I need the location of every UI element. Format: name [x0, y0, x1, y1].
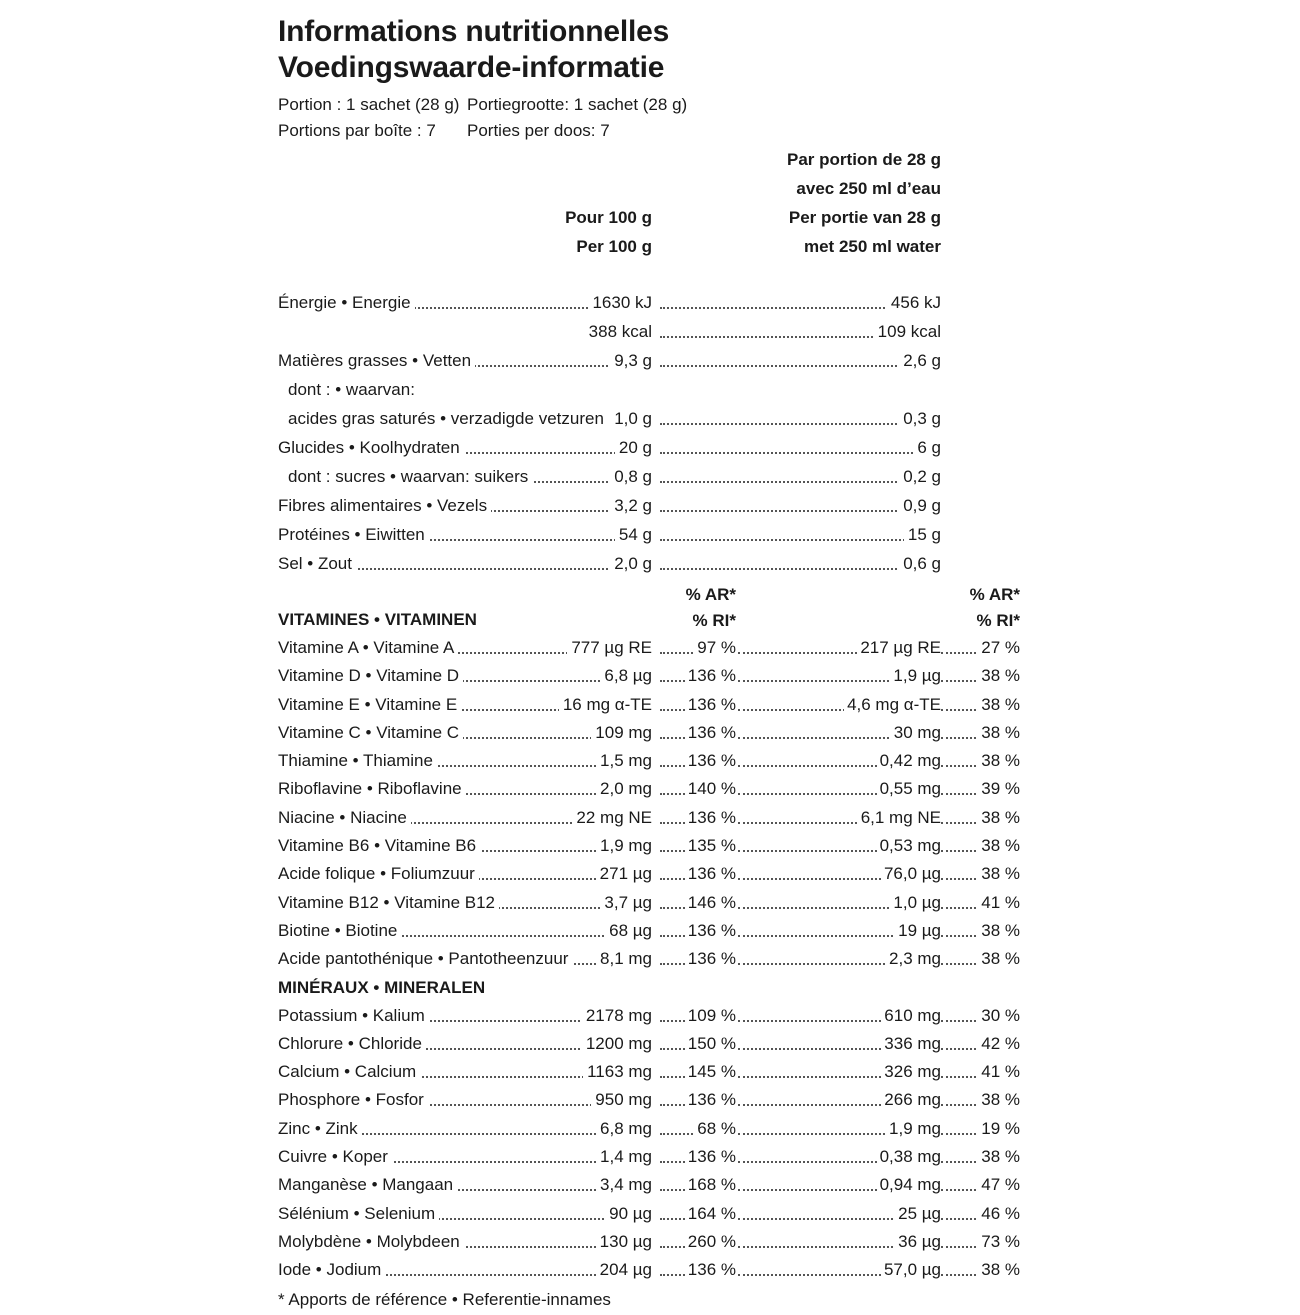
percent-per-portion	[941, 747, 1020, 775]
table-row	[278, 1115, 1038, 1143]
table-row	[278, 634, 1038, 662]
value-per-100g-text: 68 µg	[605, 921, 652, 940]
percent-per-100g	[660, 747, 736, 775]
value-per-100g-text: 1200 mg	[582, 1034, 652, 1053]
value-per-portion	[660, 346, 941, 375]
percent-per-100g-text: 135 %	[685, 836, 736, 855]
nutrient-name: Vitamine A • Vitamine A	[278, 638, 458, 657]
nutrient-name: Fibres alimentaires • Vezels	[278, 496, 491, 515]
percent-per-100g	[660, 1030, 736, 1058]
value-per-portion-text: 0,9 g	[899, 496, 941, 515]
ar-header-per100	[660, 582, 736, 634]
portion-info	[278, 92, 1038, 144]
value-per-portion	[736, 634, 941, 662]
value-per-portion	[660, 462, 941, 491]
percent-per-100g	[660, 804, 736, 832]
value-per-100g-text: 130 µg	[596, 1232, 652, 1251]
value-per-100g-text: 54 g	[615, 525, 652, 544]
percent-per-100g-text: 109 %	[685, 1006, 736, 1025]
value-per-portion	[736, 804, 941, 832]
value-per-portion	[736, 1200, 941, 1228]
header-portion-nl-1: Per portie van 28 g	[788, 208, 941, 227]
value-per-100g-text: 1,9 mg	[596, 836, 652, 855]
portion-size-fr: Portion : 1 sachet (28 g)	[278, 95, 460, 114]
value-per-portion	[736, 1256, 941, 1284]
percent-per-100g-text: 136 %	[685, 949, 736, 968]
value-per-100g-text: 388 kcal	[585, 322, 652, 341]
nutrient-name: Niacine • Niacine	[278, 808, 411, 827]
percent-per-100g-text: 136 %	[685, 808, 736, 827]
nutrient-name: Sélénium • Selenium	[278, 1204, 439, 1223]
percent-per-portion-text: 47 %	[978, 1175, 1020, 1194]
table-row	[278, 860, 1038, 888]
nutrient-name: Vitamine D • Vitamine D	[278, 666, 463, 685]
percent-per-portion-text: 38 %	[978, 1090, 1020, 1109]
value-per-100g-text: 109 mg	[591, 723, 652, 742]
ar-header-portion	[938, 582, 1020, 634]
percent-per-portion	[941, 691, 1020, 719]
percent-per-portion-text: 39 %	[978, 779, 1020, 798]
percent-per-100g	[660, 832, 736, 860]
value-per-100g-text: 950 mg	[591, 1090, 652, 1109]
header-per-portion	[641, 145, 941, 261]
nutrient-table	[278, 288, 1038, 578]
nutrition-label	[278, 14, 1038, 1315]
value-per-portion	[660, 404, 941, 433]
percent-per-portion	[941, 1086, 1020, 1114]
header-per100-fr: Pour 100 g	[565, 208, 652, 227]
percent-per-100g	[660, 1002, 736, 1030]
value-per-portion-text: 57,0 µg	[881, 1260, 941, 1279]
value-per-100g-text: 1,4 mg	[596, 1147, 652, 1166]
nutrient-name: Phosphore • Fosfor	[278, 1090, 428, 1109]
nutrient-name: Acide pantothénique • Pantotheenzuur	[278, 949, 572, 968]
percent-per-portion	[941, 1256, 1020, 1284]
value-per-100g-text: 20 g	[615, 438, 652, 457]
nutrient-name: Cuivre • Koper	[278, 1147, 392, 1166]
portion-leader	[660, 520, 941, 549]
table-row	[278, 404, 1038, 433]
vitamins-title: VITAMINES • VITAMINEN	[278, 610, 477, 629]
nutrient-name: Protéines • Eiwitten	[278, 525, 429, 544]
percent-per-100g	[660, 1058, 736, 1086]
value-per-100g-text: 1,5 mg	[596, 751, 652, 770]
value-per-100g-text: 22 mg NE	[572, 808, 652, 827]
footnote: * Apports de référence • Referentie-innames	[278, 1289, 611, 1309]
vitamins-header	[278, 578, 1038, 634]
value-per-portion	[736, 691, 941, 719]
percent-per-portion	[941, 1143, 1020, 1171]
table-row	[278, 1143, 1038, 1171]
percent-per-100g	[660, 775, 736, 803]
percent-per-100g-text: 136 %	[685, 751, 736, 770]
value-per-portion-text: 6,1 mg NE	[858, 808, 941, 827]
table-row	[278, 747, 1038, 775]
header-portion-fr-1: Par portion de 28 g	[787, 150, 941, 169]
ri-label: % RI*	[692, 611, 736, 630]
nutrient-name: Glucides • Koolhydraten	[278, 438, 464, 457]
nutrient-name: Calcium • Calcium	[278, 1062, 420, 1081]
percent-per-100g-text: 260 %	[685, 1232, 736, 1251]
value-per-100g-text: 2,0 g	[610, 554, 652, 573]
percent-per-portion	[941, 1171, 1020, 1199]
percent-per-100g-text: 145 %	[685, 1062, 736, 1081]
value-per-portion	[736, 1030, 941, 1058]
nutrient-name: acides gras saturés • verzadigde vetzuren	[278, 409, 608, 428]
value-per-portion-text: 1,9 µg	[890, 666, 941, 685]
value-per-portion-text: 456 kJ	[887, 293, 941, 312]
value-per-portion-text: 1,0 µg	[890, 893, 941, 912]
table-row	[278, 346, 1038, 375]
percent-per-100g	[660, 1115, 736, 1143]
value-per-portion	[736, 775, 941, 803]
percent-per-100g-text: 136 %	[685, 666, 736, 685]
percent-per-100g-text: 68 %	[694, 1119, 736, 1138]
value-per-portion-text: 266 mg	[881, 1090, 941, 1109]
nutrient-name: Iode • Jodium	[278, 1260, 385, 1279]
value-per-portion-text: 2,6 g	[899, 351, 941, 370]
nutrient-name: Acide folique • Foliumzuur	[278, 864, 479, 883]
nutrient-name: Biotine • Biotine	[278, 921, 401, 940]
portion-size-nl: Portiegrootte: 1 sachet (28 g)	[467, 95, 688, 114]
value-per-portion	[660, 491, 941, 520]
table-row	[278, 433, 1038, 462]
percent-per-100g-text: 136 %	[685, 723, 736, 742]
column-headers	[278, 150, 1038, 288]
value-per-portion	[736, 1058, 941, 1086]
percent-per-portion-text: 30 %	[978, 1006, 1020, 1025]
value-per-portion-text: 36 µg	[895, 1232, 941, 1251]
table-row	[278, 945, 1038, 973]
percent-per-100g-text: 146 %	[685, 893, 736, 912]
percent-per-portion-text: 38 %	[978, 1147, 1020, 1166]
value-per-100g-text: 2178 mg	[582, 1006, 652, 1025]
percent-per-portion	[941, 1115, 1020, 1143]
percent-per-100g-text: 164 %	[685, 1204, 736, 1223]
nutrient-name: Molybdène • Molybdeen	[278, 1232, 464, 1251]
value-per-portion-text: 25 µg	[895, 1204, 941, 1223]
percent-per-100g-text: 150 %	[685, 1034, 736, 1053]
value-per-100g-text: 3,2 g	[610, 496, 652, 515]
percent-per-portion	[941, 832, 1020, 860]
percent-per-100g-text: 140 %	[685, 779, 736, 798]
table-row	[278, 719, 1038, 747]
table-row	[278, 375, 1038, 404]
percent-per-portion-text: 38 %	[978, 666, 1020, 685]
value-per-portion	[660, 549, 941, 578]
percent-per-100g-text: 136 %	[685, 921, 736, 940]
nutrient-name: Sel • Zout	[278, 554, 356, 573]
value-per-100g-text: 6,8 µg	[600, 666, 652, 685]
value-per-portion-text: 109 kcal	[874, 322, 941, 341]
value-per-portion	[736, 832, 941, 860]
percent-per-portion	[941, 1030, 1020, 1058]
value-per-portion-text: 30 mg	[891, 723, 941, 742]
table-row	[278, 804, 1038, 832]
table-row	[278, 462, 1038, 491]
value-per-portion-text: 336 mg	[881, 1034, 941, 1053]
value-per-portion	[736, 1171, 941, 1199]
header-portion-fr-2: avec 250 ml d’eau	[796, 179, 941, 198]
nutrient-name: Matières grasses • Vetten	[278, 351, 475, 370]
nutrient-name: Riboflavine • Riboflavine	[278, 779, 466, 798]
value-per-portion-text: 0,53 mg	[877, 836, 941, 855]
value-per-portion-text: 1,9 mg	[886, 1119, 941, 1138]
nutrient-name: dont : sucres • waarvan: suikers	[278, 467, 532, 486]
percent-per-100g	[660, 691, 736, 719]
percent-per-portion-text: 38 %	[978, 864, 1020, 883]
nutrient-name: Potassium • Kalium	[278, 1006, 429, 1025]
value-per-portion-text: 0,38 mg	[877, 1147, 941, 1166]
percent-per-100g-text: 136 %	[685, 695, 736, 714]
vitamin-table	[278, 634, 1038, 974]
table-row	[278, 491, 1038, 520]
percent-per-100g-text: 136 %	[685, 1147, 736, 1166]
value-per-portion-text: 4,6 mg α-TE	[844, 695, 941, 714]
percent-per-portion-text: 27 %	[978, 638, 1020, 657]
value-per-100g-text: 8,1 mg	[596, 949, 652, 968]
value-per-portion	[736, 917, 941, 945]
table-row	[278, 775, 1038, 803]
portion-count-fr: Portions par boîte : 7	[278, 121, 436, 140]
nutrient-name: Thiamine • Thiamine	[278, 751, 437, 770]
nutrient-name: dont : • waarvan:	[288, 380, 415, 399]
table-row	[278, 1171, 1038, 1199]
percent-per-100g	[660, 889, 736, 917]
table-row	[278, 288, 1038, 317]
percent-per-100g	[660, 1200, 736, 1228]
value-per-100g-text: 1163 mg	[583, 1062, 652, 1081]
value-per-portion	[736, 1086, 941, 1114]
nutrient-name: Vitamine E • Vitamine E	[278, 695, 461, 714]
percent-per-100g	[660, 1171, 736, 1199]
percent-per-100g-text: 136 %	[685, 864, 736, 883]
portion-size-line	[278, 92, 1038, 118]
value-per-portion-text: 19 µg	[895, 921, 941, 940]
value-per-100g-text: 16 mg α-TE	[559, 695, 652, 714]
value-per-portion-text: 0,3 g	[899, 409, 941, 428]
value-per-portion-text: 6 g	[913, 438, 941, 457]
percent-per-portion-text: 38 %	[978, 695, 1020, 714]
percent-per-100g-text: 136 %	[685, 1260, 736, 1279]
table-row	[278, 549, 1038, 578]
percent-per-portion-text: 38 %	[978, 921, 1020, 940]
value-per-100g-text: 3,7 µg	[600, 893, 652, 912]
table-row	[278, 1200, 1038, 1228]
percent-per-portion	[941, 889, 1020, 917]
value-per-portion-text: 2,3 mg	[886, 949, 941, 968]
value-per-100g-text: 0,8 g	[610, 467, 652, 486]
percent-per-100g	[660, 1143, 736, 1171]
value-per-portion	[660, 433, 941, 462]
nutrient-name: Vitamine B12 • Vitamine B12	[278, 893, 499, 912]
value-per-100g-text: 1630 kJ	[588, 293, 652, 312]
value-per-100g	[278, 317, 652, 346]
percent-per-100g	[660, 860, 736, 888]
percent-per-portion	[941, 1058, 1020, 1086]
value-per-100g-text: 9,3 g	[610, 351, 652, 370]
value-per-portion-text: 15 g	[904, 525, 941, 544]
nutrient-name: Vitamine C • Vitamine C	[278, 723, 463, 742]
percent-per-portion-text: 38 %	[978, 723, 1020, 742]
percent-per-portion	[941, 719, 1020, 747]
table-row	[278, 1058, 1038, 1086]
percent-per-portion	[941, 1002, 1020, 1030]
nutrient-name: Énergie • Energie	[278, 293, 415, 312]
table-row	[278, 1030, 1038, 1058]
value-per-100g-text: 2,0 mg	[596, 779, 652, 798]
nutrient-name: Manganèse • Mangaan	[278, 1175, 457, 1194]
percent-per-100g	[660, 945, 736, 973]
portion-count-line	[278, 118, 1038, 144]
header-per-100g	[412, 203, 652, 261]
value-per-portion	[736, 945, 941, 973]
table-row	[278, 889, 1038, 917]
percent-per-100g	[660, 719, 736, 747]
table-row	[278, 1256, 1038, 1284]
nutrient-name: Vitamine B6 • Vitamine B6	[278, 836, 480, 855]
table-row	[278, 832, 1038, 860]
percent-per-portion	[941, 1200, 1020, 1228]
value-per-portion	[736, 662, 941, 690]
table-row	[278, 691, 1038, 719]
percent-per-portion-text: 73 %	[978, 1232, 1020, 1251]
percent-per-portion	[941, 1228, 1020, 1256]
percent-per-portion-text: 38 %	[978, 836, 1020, 855]
percent-per-100g-text: 97 %	[694, 638, 736, 657]
percent-per-portion	[941, 860, 1020, 888]
title-fr: Informations nutritionnelles	[278, 15, 670, 48]
value-per-portion	[736, 1002, 941, 1030]
nutrient-name: Zinc • Zink	[278, 1119, 362, 1138]
minerals-title: MINÉRAUX • MINERALEN	[278, 977, 486, 997]
portion-count-nl: Porties per doos: 7	[467, 121, 610, 140]
table-row	[278, 520, 1038, 549]
value-per-100g-text: 777 µg RE	[567, 638, 652, 657]
value-per-100g-text: 204 µg	[596, 1260, 652, 1279]
portion-leader	[660, 433, 941, 462]
value-per-100g-text: 271 µg	[596, 864, 652, 883]
percent-per-portion-text: 41 %	[978, 893, 1020, 912]
percent-per-portion-text: 19 %	[978, 1119, 1020, 1138]
percent-per-portion	[941, 917, 1020, 945]
ar-label: % AR*	[685, 585, 736, 604]
value-per-portion	[736, 747, 941, 775]
value-per-portion	[660, 288, 941, 317]
header-per100-nl: Per 100 g	[576, 237, 652, 256]
value-per-portion-text: 0,2 g	[899, 467, 941, 486]
percent-per-portion	[941, 945, 1020, 973]
percent-per-portion-text: 46 %	[978, 1204, 1020, 1223]
ri-label: % RI*	[976, 611, 1020, 630]
percent-per-100g	[660, 1086, 736, 1114]
title-nl: Voedingswaarde-informatie	[278, 51, 665, 84]
value-per-portion	[736, 1143, 941, 1171]
percent-per-portion	[941, 775, 1020, 803]
value-per-100g-text: 6,8 mg	[596, 1119, 652, 1138]
nutrient-name: Chlorure • Chloride	[278, 1034, 426, 1053]
ar-label: % AR*	[969, 585, 1020, 604]
header-portion-nl-2: met 250 ml water	[803, 237, 941, 256]
value-per-portion-text: 0,94 mg	[877, 1175, 941, 1194]
table-row	[278, 1228, 1038, 1256]
percent-per-100g	[660, 917, 736, 945]
percent-per-100g-text: 168 %	[685, 1175, 736, 1194]
percent-per-100g	[660, 1228, 736, 1256]
value-per-portion-text: 217 µg RE	[857, 638, 941, 657]
value-per-portion-text: 0,55 mg	[877, 779, 941, 798]
percent-per-100g-text: 136 %	[685, 1090, 736, 1109]
percent-per-portion-text: 42 %	[978, 1034, 1020, 1053]
percent-per-portion-text: 38 %	[978, 949, 1020, 968]
percent-per-100g	[660, 662, 736, 690]
value-per-portion	[736, 1228, 941, 1256]
value-per-portion	[660, 317, 941, 346]
value-per-portion	[736, 1115, 941, 1143]
percent-per-portion-text: 38 %	[978, 1260, 1020, 1279]
value-per-portion	[736, 719, 941, 747]
percent-per-portion-text: 38 %	[978, 808, 1020, 827]
value-per-portion-text: 326 mg	[881, 1062, 941, 1081]
mineral-table	[278, 1002, 1038, 1285]
value-per-portion-text: 0,42 mg	[877, 751, 941, 770]
percent-per-portion	[941, 662, 1020, 690]
percent-per-portion	[941, 634, 1020, 662]
value-per-100g-text: 3,4 mg	[596, 1175, 652, 1194]
value-per-portion-text: 76,0 µg	[881, 864, 941, 883]
table-row	[278, 662, 1038, 690]
table-row	[278, 1086, 1038, 1114]
value-per-100g-text: 90 µg	[605, 1204, 652, 1223]
value-per-portion	[660, 520, 941, 549]
value-per-portion-text: 610 mg	[881, 1006, 941, 1025]
value-per-portion	[736, 860, 941, 888]
percent-per-portion-text: 38 %	[978, 751, 1020, 770]
percent-per-portion	[941, 804, 1020, 832]
percent-per-100g	[660, 1256, 736, 1284]
percent-per-100g	[660, 634, 736, 662]
table-row	[278, 917, 1038, 945]
value-per-portion	[736, 889, 941, 917]
value-per-portion-text: 0,6 g	[899, 554, 941, 573]
percent-per-portion-text: 41 %	[978, 1062, 1020, 1081]
table-row	[278, 317, 1038, 346]
table-row	[278, 1002, 1038, 1030]
value-per-100g-text: 1,0 g	[610, 409, 652, 428]
